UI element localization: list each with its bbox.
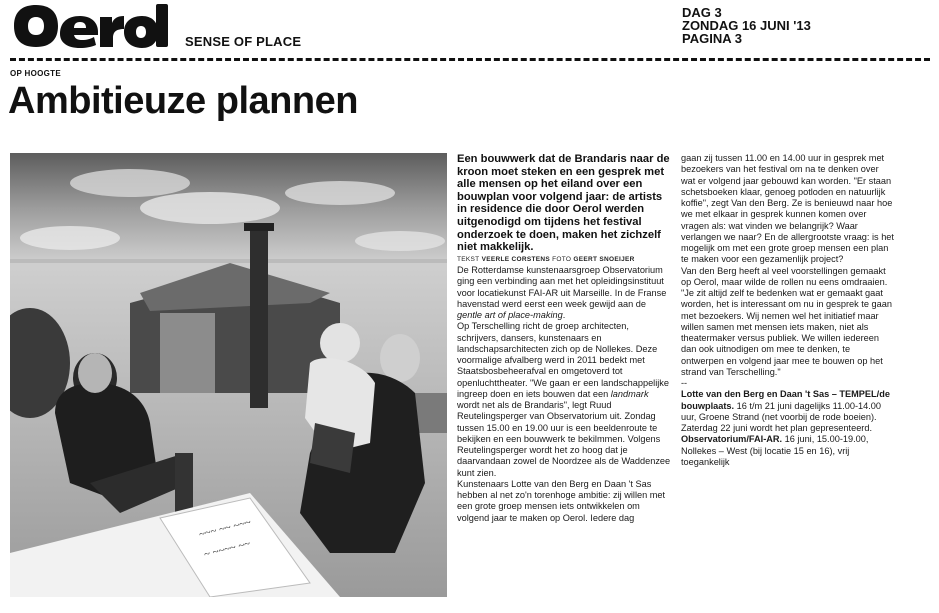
body-paragraph: Kunstenaars Lotte van den Berg en Daan 't Sas hebben al net zo'n torenhoge ambitie: zij willen met een grote groep mensen iets ontwikkelen om volgend jaar te maken op Oerol. Iedere dag xyxy=(457,478,666,523)
credit-photo-role: FOTO xyxy=(552,255,572,263)
credit-photo-author: GEERT SNOEIJER xyxy=(573,255,635,263)
article-column-2 xyxy=(681,153,895,468)
body-paragraph: Op Terschelling richt de groep architecten, schrijvers, dansers, kunstenaars en landschapsarchitecten zich op de Nollekes. Deze voormalige afvalberg werd in 2011 bedekt met Staatsbosbeheerafval en omgetoverd tot openluchttheater. "We gaan er een landschappelijke ingreep doen en iets bouwen dat een landmark wordt net als de Brandaris", legt Ruud Reutelingsperger van Observatorium uit. Zondag tussen 15.00 en 19.00 uur is een beeldenroute te bekijken en een bouwwerk te bekilmmen. Volgens Reutelingsperger wordt het zo hoog dat je daarvandaan zowel de Noordzee als de Waddenzee kunt zien. xyxy=(457,321,671,478)
event-info: Observatorium/FAI-AR. 16 juni, 15.00-19.00, Nollekes – West (bij locatie 15 en 16), vrij toegankelijk xyxy=(681,434,869,467)
masthead xyxy=(10,4,930,54)
masthead-divider xyxy=(10,58,930,61)
article-column-1 xyxy=(457,153,671,524)
issue-day: DAG 3 xyxy=(682,5,722,20)
section-label: SENSE OF PLACE xyxy=(185,34,302,49)
issue-date: ZONDAG 16 JUNI '13 xyxy=(682,18,811,33)
article-body-2 xyxy=(681,153,895,468)
svg-text:~~~ ~~ ~~~: ~~~ ~~ ~~~ xyxy=(197,516,253,541)
article-credit xyxy=(457,254,671,265)
article-headline: Ambitieuze plannen xyxy=(8,80,358,122)
article-lead: Een bouwwerk dat de Brandaris naar de kroon moet steken en een gesprek met alle mensen op het eiland over een bouwplan voor volgend jaar: de artists in residence die door Oerol werden uitgenodigd om tijdens het festival onderzoek te doen, maken het zichzelf niet makkelijk. xyxy=(457,153,670,254)
issue-info xyxy=(682,6,811,45)
body-paragraph: Van den Berg heeft al veel voorstellingen gemaakt op Oerol, maar wilde de rollen nu eens omdraaien. "Je zit altijd zelf te bedenken wat er gemaakt gaat worden, het is interessant om nu in gesprek te gaan met bezoekers. Wij nemen wel het initiatief maar willen samen met mensen iets maken, niet als theatermaker versus publiek. We willen iedereen dan ook uitnodigen om mee te denken, te ontwerpen en volgend jaar mee te bouwen op het strand van Terschelling." xyxy=(681,265,892,377)
body-paragraph: De Rotterdamse kunstenaarsgroep Observatorium ging een verbinding aan met het opleidingsinstituut voor locatiekunst FAI-AR uit Marseille. In de Franse havenstad werd eerst een week gewijd aan de gentle art of place-making. xyxy=(457,265,667,320)
credit-text-role: TEKST xyxy=(457,255,480,263)
issue-page: PAGINA 3 xyxy=(682,31,742,46)
oerol-logo xyxy=(10,4,168,48)
photo-illustration xyxy=(10,153,447,597)
svg-text:~ ~~~~ ~~: ~ ~~~~ ~~ xyxy=(202,537,252,561)
article-photo xyxy=(10,153,447,597)
credit-text-author: VEERLE CORSTENS xyxy=(481,255,550,263)
info-separator: -- xyxy=(681,378,688,388)
article-body-1 xyxy=(457,265,671,524)
article-kicker: OP HOOGTE xyxy=(10,69,62,78)
body-paragraph: gaan zij tussen 11.00 en 14.00 uur in gesprek met bezoekers van het festival om na te denken over wat er volgend jaar gebouwd kan worden. "Er staan schetsboeken klaar, genoeg potloden en natuurlijk koffie", zegt Van den Berg. Ze is benieuwd naar hoe we met elkaar in gesprek kunnen komen over vragen als: wat vinden we belangrijk? Waar verlangen we naar? En de allergrootste vraag: is het mogelijk om met een grote groep mensen een plan te maken voor een gezamenlijk project? xyxy=(681,153,894,265)
event-info: Lotte van den Berg en Daan 't Sas – TEMPEL/de bouwplaats. 16 t/m 21 juni dagelijks 11.00-14.00 uur, Groene Strand (net voorbij de rode boeien). Zaterdag 22 juni wordt het plan gepresenteerd. xyxy=(681,389,890,433)
